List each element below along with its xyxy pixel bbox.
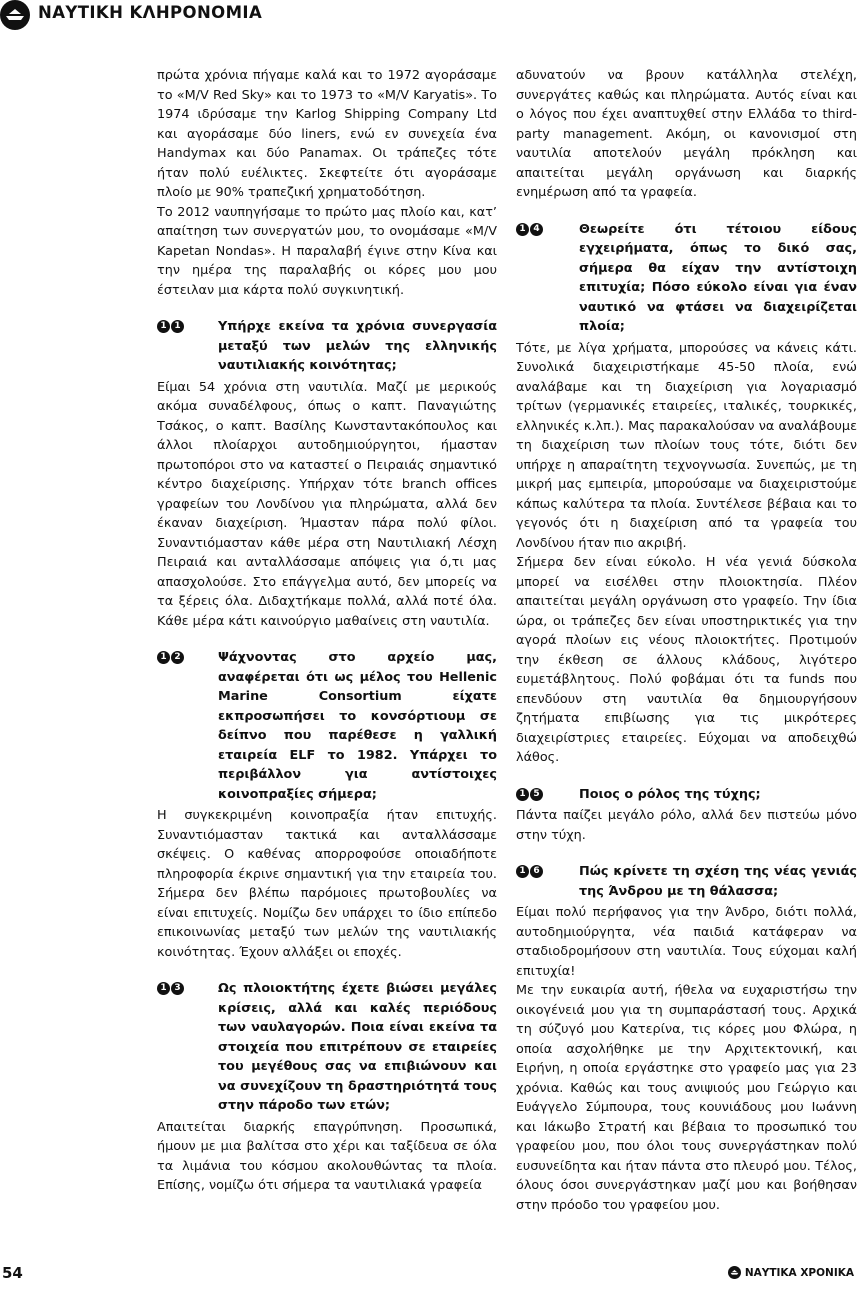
question-text: Θεωρείτε ότι τέτοιου είδους εγχειρήματα, όπως το δικό σας, σήμερα θα είχαν την αντίστοιχη επιτυχία; Πόσο εύκολο είναι για έναν ναυτικό να φτάσει να διαχειρίζεται πλοία; <box>579 221 857 334</box>
answer-paragraph: Με την ευκαιρία αυτή, ήθελα να ευχαριστήσω την οικογένειά μου για τη συμπαράστασή τους. Αρχικά τη σύζυγό μου Κατερίνα, τις κόρες μου Φλώρα, η οποία ασχολήθηκε με την Αρχιτεκτονική, και Ειρήνη, η οποία εργάστηκε στο γραφείο μας για 23 χρόνια. Καθώς και τους ανιψιούς μου Γεώργιο και Ευάγγελο Σύμπουρα, τους κουνιάδους μου Ιωάννη και Ιάκωβο Στρατή και βέβαια το προσωπικό του γραφείου μου, που όλοι τους συνεργάστηκαν πολύ ευσυνείδητα και ήταν πάντα στο πλευρό μου. Τέλος, όλους όσοι συνεργάστηκαν μαζί μου και βοήθησαν στην πρόοδο του γραφείου μου. <box>516 983 857 1213</box>
number-dot: 1 <box>516 788 529 801</box>
answer-paragraph: Τότε, με λίγα χρήματα, μπορούσες να κάνεις κάτι. Συνολικά διαχειριστήκαμε 45-50 πλοία, ενώ αναλάβαμε και τη διαχείριση για λογαριασμό τρίτων (γερμανικές εταιρείες, ιταλικές, τουρκικές, ελληνικές κ.λπ.). Μας παρακαλούσαν να αναλάβουμε τη διαχείριση των πλοίων τους τότε, διότι δεν υπήρχε η απαραίτητη τεχνογνωσία. Συνεπώς, με τη μικρή μας εμπειρία, μπορούσαμε να διαχειριστούμε κάπως καλύτερα τα πλοία. Συντέλεσε βέβαια και το γεγονός ότι η διαχείριση από τα γραφεία του Λονδίνου ήταν πιο ακριβή. <box>516 340 857 551</box>
ship-circle-logo-icon <box>0 0 30 30</box>
question-number-badge <box>516 223 579 236</box>
question-number-badge <box>157 320 218 333</box>
qa-block-11 <box>157 317 497 631</box>
answer-paragraph: Σήμερα δεν είναι εύκολο. Η νέα γενιά δύσκολα μπορεί να εισέλθει στην πλοιοκτησία. Πλέον απαιτείται μεγάλη οργάνωση στο γραφείο. Την ίδια ώρα, οι τράπεζες δεν είναι υποστηρικτικές για την αγορά πλοίων εις νέους πλοιοκτήτες. Προτιμούν την έκθεση σε άλλους κλάδους, λιγότερο ευμετάβλητους. Πολύ φοβάμαι ότι τα funds που επενδύουν στη ναυτιλία θα δημιουργήσουν ζητήματα επιβίωσης για τις μικρότερες διαχειρίστριες εταιρείες. Εύχομαι να αποδειχθώ λάθος. <box>516 555 857 765</box>
left-column <box>157 66 497 1196</box>
footer-brand <box>728 1266 854 1279</box>
right-column <box>516 66 857 1215</box>
question-text: Ποιος ο ρόλος της τύχης; <box>579 786 761 802</box>
qa-block-15 <box>516 785 857 846</box>
footer-brand-label: ΝΑΥΤΙΚΑ ΧΡΟΝΙΚΑ <box>744 1266 854 1279</box>
number-dot: 1 <box>516 223 529 236</box>
number-dot: 1 <box>157 320 170 333</box>
question-number-badge <box>157 982 218 995</box>
ship-circle-logo-icon <box>728 1266 741 1279</box>
number-dot: 4 <box>530 223 543 236</box>
question-text: Υπήρχε εκείνα τα χρόνια συνεργασία μεταξύ των μελών της ελληνικής ναυτιλιακής κοινότητας; <box>218 319 497 373</box>
qa-block-14 <box>516 220 857 768</box>
page-number: 54 <box>2 1264 23 1282</box>
number-dot: 1 <box>171 320 184 333</box>
answer-paragraph: Η συγκεκριμένη κοινοπραξία ήταν επιτυχής. Συναντιόμασταν τακτικά και ανταλλάσσαμε σκέψεις. Ο καθένας απορροφούσε οποιαδήποτε πληροφορία έκρινε σημαντική για την εταιρεία του. Σήμερα δεν βλέπω παρόμοιες πρωτοβουλίες να είναι επιτυχείς. Νομίζω δεν υπάρχει το ίδιο επίπεδο επικοινωνίας μεταξύ των μελών της ναυτιλιακής κοινότητας. Έχουν αλλάξει οι εποχές. <box>157 808 497 960</box>
qa-block-12 <box>157 648 497 962</box>
answer-paragraph: Απαιτείται διαρκής επαγρύπνηση. Προσωπικά, ήμουν με μια βαλίτσα στο χέρι και ταξίδευα σε όλα τα λιμάνια του κόσμου ακολουθώντας τα πλοία. Επίσης, νομίζω ότι σήμερα τα ναυτιλιακά γραφεία <box>157 1119 497 1193</box>
question-text: Πώς κρίνετε τη σχέση της νέας γενιάς της Άνδρου με τη θάλασσα; <box>579 864 857 899</box>
paragraph: πρώτα χρόνια πήγαμε καλά και το 1972 αγοράσαμε το «M/V Red Sky» και το 1973 το «M/V Karyatis». Το 1974 ιδρύσαμε την Karlog Shipping Company Ltd και αγοράσαμε δύο liners, ενώ εν συνεχεία ένα Handymax και δύο Panamax. Οι τράπεζες τότε ήταν πολύ ευέλικτες. Σκεφτείτε ότι αγοράσαμε πλοίο με 90% τραπεζική χρηματοδότηση. <box>157 68 497 200</box>
question-text: Ψάχνοντας στο αρχείο μας, αναφέρεται ότι ως μέλος του Hellenic Marine Consortium είχατε εκπροσωπήσει το κονσόρτιουμ σε δείπνο που παρέθεσε η γαλλική εταιρεία ELF το 1982. Υπάρχει το περιβάλλον για αντίστοιχες κοινοπραξίες σήμερα; <box>218 650 497 802</box>
number-dot: 5 <box>530 788 543 801</box>
question-text: Ως πλοιοκτήτης έχετε βιώσει μεγάλες κρίσεις, αλλά και καλές περιόδους των ναυλαγορών. Ποια είναι εκείνα τα στοιχεία που επιτρέπουν σε εταιρείες του μεγέθους σας να επιβιώνουν και να συνεχίζουν τη δραστηριότητά τους στην πάροδο των ετών; <box>218 981 497 1113</box>
answer-paragraph: Είμαι 54 χρόνια στη ναυτιλία. Μαζί με μερικούς ακόμα συναδέλφους, όπως ο καπτ. Παναγιώτης Τσάκος, ο καπτ. Βασίλης Κωνσταντακόπουλος και άλλοι πλοίαρχοι αυτοδημιούργητοι, ήμασταν πρωτοπόροι στο να καταστεί ο Πειραιάς σημαντικό κέντρο διαχείρισης. Υπήρχαν τότε branch offices γραφείων του Λονδίνου για πληρώματα, αλλά δεν έκαναν διαχείριση. Ήμασταν πάρα πολύ φίλοι. Συναντιόμασταν κάθε μέρα στη Ναυτιλιακή Λέσχη Πειραιά και ανταλλάσσαμε απόψεις για ό,τι μας απασχολούσε. Στο επάγγελμα αυτό, δεν μπορείς να τα ξέρεις όλα. Διδαχτήκαμε πολλά, αλλά ποτέ όλα. Κάθε μέρα κάτι καινούργιο μαθαίνεις στη ναυτιλία. <box>157 379 497 629</box>
qa-block-16 <box>516 862 857 1215</box>
page-header-title: ΝΑΥΤΙΚΗ ΚΛΗΡΟΝΟΜΙΑ <box>38 3 263 22</box>
answer-paragraph: Είμαι πολύ περήφανος για την Άνδρο, διότι πολλά, αυτοδημιούργητα, νέα παιδιά κατάφεραν να σταδιοδρομήσουν στη ναυτιλία. Τους εύχομαι καλή επιτυχία! <box>516 905 857 979</box>
number-dot: 3 <box>171 982 184 995</box>
question-number-badge <box>516 788 579 801</box>
paragraph: Το 2012 ναυπηγήσαμε το πρώτο μας πλοίο και, κατ’ απαίτηση των συνεργατών μου, το ονομάσαμε «M/V Kapetan Nondas». Η παραλαβή έγινε στην Κίνα και την ημέρα της παραλαβής οι κόρες μου μου έστειλαν μια κάρτα πολύ συγκινητική. <box>157 204 497 298</box>
paragraph: αδυνατούν να βρουν κατάλληλα στελέχη, συνεργάτες καθώς και πληρώματα. Αυτός είναι και ο λόγος που έχει αναπτυχθεί στην Ελλάδα το third-party management. Ακόμη, οι κανονισμοί στη ναυτιλία αποτελούν μεγάλη πρόκληση και απαιτείται μεγάλη οργάνωση και διαρκής ενημέρωση από τα γραφεία. <box>516 68 857 200</box>
number-dot: 1 <box>516 865 529 878</box>
number-dot: 1 <box>157 982 170 995</box>
qa-block-13 <box>157 979 497 1196</box>
number-dot: 1 <box>157 651 170 664</box>
answer-paragraph: Πάντα παίζει μεγάλο ρόλο, αλλά δεν πιστεύω μόνο στην τύχη. <box>516 808 857 843</box>
question-number-badge <box>157 651 218 664</box>
number-dot: 2 <box>171 651 184 664</box>
question-number-badge <box>516 865 579 878</box>
number-dot: 6 <box>530 865 543 878</box>
